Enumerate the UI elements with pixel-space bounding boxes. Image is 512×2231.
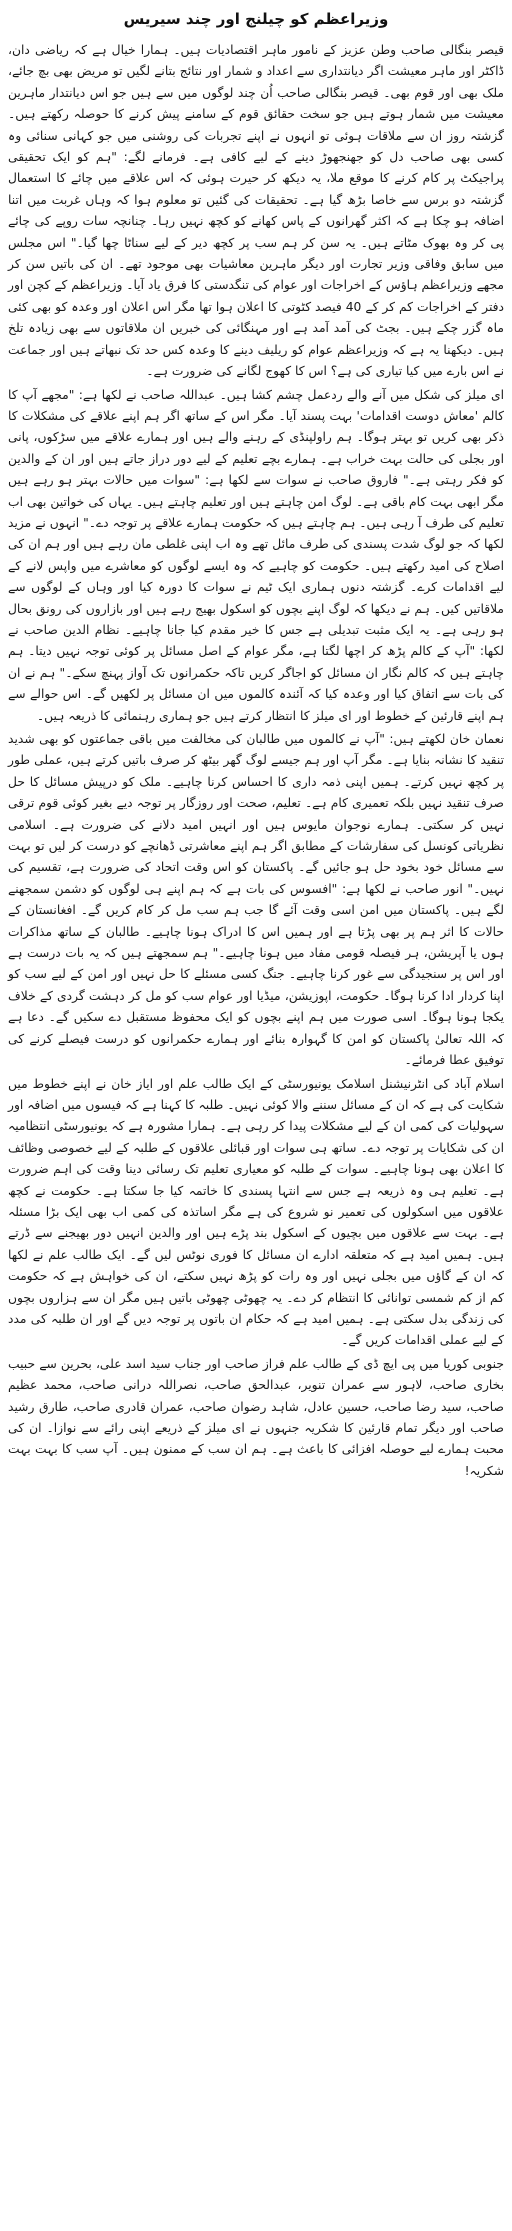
article-paragraph: قیصر بنگالی صاحب وطن عزیز کے نامور ماہر اقتصادیات ہیں۔ ہمارا خیال ہے کہ ریاضی دان، ڈاکٹر اور ماہر معیشت اگر دیانتداری سے اعداد و شمار اور نتائج بتانے لگیں تو مریض بھی بچ جائے، ملک بھی اور قوم بھی۔ قیصر بنگالی صاحب اُن چند لوگوں میں سے ہیں جو اس دیانتدار ماہرین معیشت میں شمار ہوتے ہیں جو سخت حقائق قوم کے سامنے پیش کرنے کا حوصلہ رکھتے ہیں۔ گزشتہ روز ان سے ملاقات ہوئی تو انہوں نے اپنے تجربات کی روشنی میں جو کہانی سنائی وہ کسی بھی صاحب دل کو جھنجھوڑ دینے کے لیے کافی ہے۔ فرمانے لگے: "ہم کو ایک تحقیقی پراجیکٹ پر کام کرنے کا موقع ملا، یہ دیکھ کر حیرت ہوئی کہ اس علاقے میں چائے کا استعمال گزشتہ دو برس سے خاصا بڑھ گیا ہے۔ تحقیقات کی گئیں تو معلوم ہوا کہ وہاں غربت میں اتنا اضافہ ہو چکا ہے کہ اکثر گھرانوں کے پاس کھانے کو کچھ نہیں رہا۔ چنانچہ سات روپے کی چائے پی کر وہ بھوک مٹاتے ہیں۔ یہ سن کر ہم سب پر کچھ دیر کے لیے سناٹا چھا گیا۔" اس مجلس میں سابق وفاقی وزیر تجارت اور دیگر ماہرین معاشیات بھی موجود تھے۔ ان کی باتیں سن کر مجھے وزیراعظم ہاؤس کے اخراجات اور عوام کی تنگدستی کا فرق یاد آیا۔ وزیراعظم کے کچن اور دفتر کے اخراجات کم کر کے 40 فیصد کٹوتی کا اعلان ہوا تھا مگر اس اعلان اور وعدہ کو بھی کئی ماہ گزر چکے ہیں۔ بجٹ کی آمد آمد ہے اور مہنگائی کی خبریں ان ملاقاتوں سے بھی زیادہ تلخ ہیں۔ دیکھنا یہ ہے کہ وزیراعظم عوام کو ریلیف دینے کا وعدہ کس حد تک نبھاتے ہیں اور جماعت نے اس بارے میں کیا تیاری کی ہے؟ اس کا کھوج لگانے کی ضرورت ہے۔ (8, 43, 505, 379)
article-headline: وزیراعظم کو چیلنج اور چند سیریس (123, 10, 389, 28)
article-paragraph: نعمان خان لکھتے ہیں: "آپ نے کالموں میں طالبان کی مخالفت میں باقی جماعتوں کو بھی شدید تنقید کا نشانہ بنایا ہے۔ مگر آپ اور ہم جیسے لوگ گھر بیٹھ کر صرف باتیں کرتے ہیں، عملی طور پر کچھ نہیں کرتے۔ ہمیں اپنی ذمہ داری کا احساس کرنا چاہیے۔ ملک کو درپیش مسائل کا حل صرف تنقید نہیں بلکہ تعمیری کام ہے۔ تعلیم، صحت اور روزگار پر توجہ دیے بغیر کوئی قوم ترقی نہیں کر سکتی۔ ہمارے نوجوان مایوس ہیں اور انہیں امید دلانے کی ضرورت ہے۔ اسلامی نظریاتی کونسل کی سفارشات کے مطابق اگر ہم اپنے معاشرتی ڈھانچے کو درست کر لیں تو بہت سے مسائل خود بخود حل ہو جائیں گے۔ پاکستان کو اس وقت اتحاد کی ضرورت ہے، تقسیم کی نہیں۔" انور صاحب نے لکھا ہے: "افسوس کی بات ہے کہ ہم اپنے ہی لوگوں کو دشمن سمجھنے لگے ہیں۔ پاکستان میں امن اسی وقت آئے گا جب ہم سب مل کر کام کریں گے۔ افغانستان کے حالات کا اثر ہم پر بھی پڑتا ہے اور ہمیں اس کا ادراک ہونا چاہیے۔ طالبان کے ساتھ مذاکرات ہوں یا آپریشن، ہر فیصلہ قومی مفاد میں ہونا چاہیے۔" ہم سمجھتے ہیں کہ یہ بات درست ہے اور اس پر سنجیدگی سے غور کرنا چاہیے۔ جنگ کسی مسئلے کا حل نہیں اور امن کے لیے سب کو اپنا کردار ادا کرنا ہوگا۔ حکومت، اپوزیشن، میڈیا اور عوام سب کو مل کر دہشت گردی کے خلاف یکجا ہونا ہوگا۔ اسی صورت میں ہم اپنے بچوں کو ایک محفوظ مستقبل دے سکیں گے۔ دعا ہے کہ اللہ تعالیٰ پاکستان کو امن کا گہوارہ بنائے اور ہمارے حکمرانوں کو درست فیصلے کرنے کی توفیق عطا فرمائے۔ (8, 732, 504, 1068)
article-paragraph: اسلام آباد کی انٹرنیشنل اسلامک یونیورسٹی کے ایک طالب علم اور ایاز خان نے اپنے خطوط میں شکایت کی ہے کہ ان کے مسائل سننے والا کوئی نہیں۔ طلبہ کا کہنا ہے کہ فیسوں میں اضافہ اور سہولیات کی کمی ان کے لیے مشکلات پیدا کر رہی ہے۔ ہمارا مشورہ ہے کہ یونیورسٹی انتظامیہ ان کی شکایات پر توجہ دے۔ ساتھ ہی سوات اور قبائلی علاقوں کے طلبہ کے لیے خصوصی وظائف کا اعلان بھی ہونا چاہیے۔ سوات کے طلبہ کو معیاری تعلیم تک رسائی دینا وقت کی اہم ضرورت ہے۔ تعلیم ہی وہ ذریعہ ہے جس سے انتہا پسندی کا خاتمہ کیا جا سکتا ہے۔ حکومت نے کچھ علاقوں میں اسکولوں کی تعمیر نو شروع کی ہے مگر اساتذہ کی کمی اب بھی ایک بڑا مسئلہ ہے۔ بہت سے علاقوں میں بچیوں کے اسکول بند پڑے ہیں اور والدین انہیں دور بھیجنے سے ڈرتے ہیں۔ ہمیں امید ہے کہ متعلقہ ادارے ان مسائل کا فوری نوٹس لیں گے۔ ایک طالب علم نے لکھا کہ ان کے گاؤں میں بجلی نہیں اور وہ رات کو پڑھ نہیں سکتے، ان کی خواہش ہے کہ حکومت کم از کم شمسی توانائی کا انتظام کر دے۔ یہ چھوٹی چھوٹی باتیں ہیں مگر ان سے ہزاروں بچوں کی زندگی بدل سکتی ہے۔ ہمیں امید ہے کہ حکام ان باتوں پر توجہ دیں گے اور ان طلبہ کی مدد کے لیے عملی اقدامات کریں گے۔ (8, 1076, 504, 1348)
article-paragraph: جنوبی کوریا میں پی ایچ ڈی کے طالب علم فراز صاحب اور جناب سید اسد علی، بحرین سے حبیب بخاری صاحب، لاہور سے عمران تنویر، عبدالحق صاحب، نصراللہ درانی صاحب، محمد عظیم صاحب، سید رضا صاحب، حسین عادل، شاہد رضوان صاحب، عمران قادری صاحب، طارق رشید صاحب اور دیگر تمام قارئین کا شکریہ جنہوں نے ای میلز کے ذریعے اپنی رائے سے نوازا۔ ان کی محبت ہمارے لیے حوصلہ افزائی کا باعث ہے۔ ہم ان سب کے ممنون ہیں۔ آپ سب کا بہت بہت شکریہ! (8, 1356, 504, 1478)
article-paragraph: ای میلز کی شکل میں آنے والے ردعمل چشم کشا ہیں۔ عبداللہ صاحب نے لکھا ہے: "مجھے آپ کا کالم 'معاش دوست اقدامات' بہت پسند آیا۔ مگر اس کے ساتھ اگر ہم اپنے علاقے کی مشکلات کا ذکر بھی کریں تو بہتر ہوگا۔ ہم راولپنڈی کے رہنے والے ہیں اور ہمارے علاقے میں سڑکوں، پانی اور بجلی کی حالت بہت خراب ہے۔ ہمارے بچے تعلیم کے لیے دور دراز جاتے ہیں اور ان کے والدین کو فکر رہتی ہے۔" فاروق صاحب نے سوات سے لکھا ہے: "سوات میں حالات بہتر ہو رہے ہیں مگر ابھی بہت کام باقی ہے۔ لوگ امن چاہتے ہیں اور تعلیم چاہتے ہیں۔ یہاں کی خواتین بھی اب تعلیم کی طرف آ رہی ہیں۔ ہم چاہتے ہیں کہ حکومت ہمارے علاقے پر توجہ دے۔" انہوں نے مزید لکھا کہ جو لوگ شدت پسندی کی طرف مائل تھے وہ اب اپنی غلطی مان رہے ہیں اور ہم ان کی اصلاح کی امید رکھتے ہیں۔ حکومت کو چاہیے کہ وہ ایسے لوگوں کو معاشرے میں واپس لانے کے لیے اقدامات کرے۔ گزشتہ دنوں ہماری ایک ٹیم نے سوات کا دورہ کیا اور وہاں کے لوگوں سے ملاقاتیں کیں۔ ہم نے دیکھا کہ لوگ اپنے بچوں کو اسکول بھیج رہے ہیں اور بازاروں کی رونق بحال ہو رہی ہے۔ یہ ایک مثبت تبدیلی ہے جس کا خیر مقدم کیا جانا چاہیے۔ نظام الدین صاحب نے لکھا: "آپ کے کالم پڑھ کر اچھا لگتا ہے، مگر عوام کے اصل مسائل پر کوئی توجہ نہیں دیتا۔ ہم چاہتے ہیں کہ کالم نگار ان مسائل کو اجاگر کریں تاکہ حکمرانوں تک آواز پہنچ سکے۔" ہم نے ان کی بات سے اتفاق کیا اور وعدہ کیا کہ آئندہ کالموں میں ان مسائل پر لکھیں گے۔ اس حوالے سے ہم اپنے قارئین کے خطوط اور ای میلز کا انتظار کرتے ہیں جو ہماری رہنمائی کا ذریعہ ہیں۔ (8, 387, 504, 723)
